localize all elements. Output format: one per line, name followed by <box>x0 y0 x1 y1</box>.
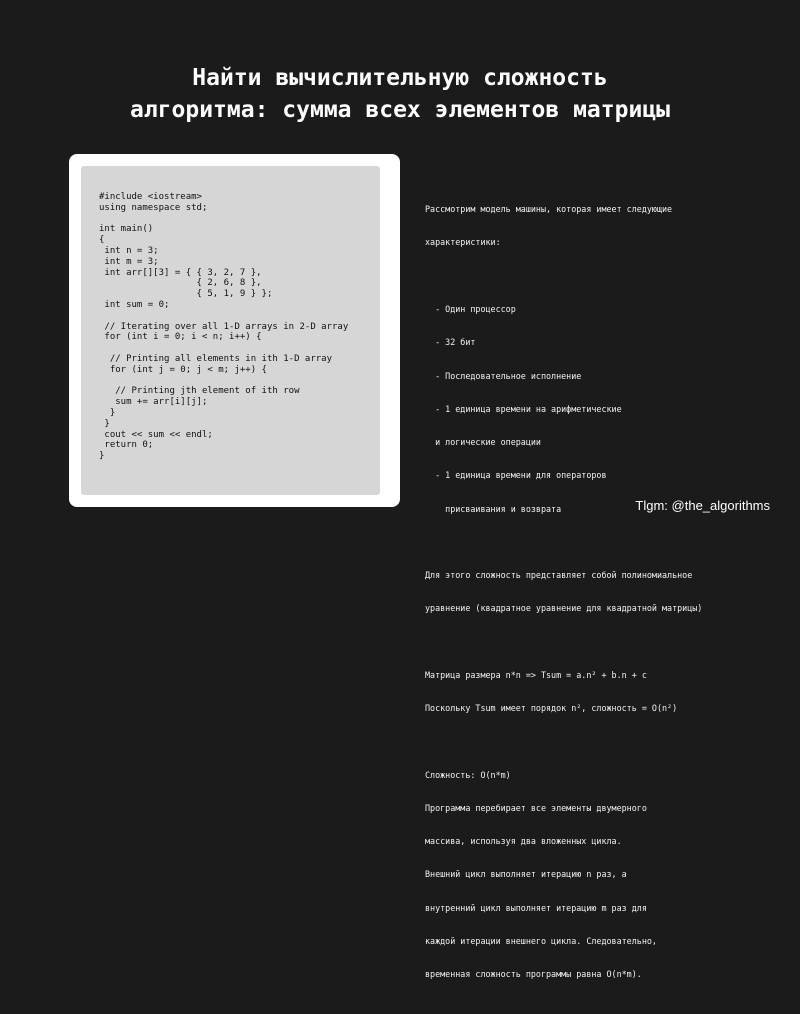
explanation-intro <box>425 182 785 271</box>
conclusion-line: Внешний цикл выполняет итерацию n раз, а <box>425 869 627 880</box>
explanation-line: уравнение (квадратное уравнение для квадратной матрицы) <box>425 603 703 614</box>
formula-line: Матрица размера n*n => Tsum = a.n² + b.n + c <box>425 669 647 680</box>
conclusion-line: временная сложность программы равна O(n*m). <box>425 969 642 980</box>
complexity-formula <box>425 648 785 737</box>
explanation-line: характеристики: <box>425 237 501 248</box>
code-listing: #include <iostream> using namespace std; int main() { int n = 3; int m = 3; int arr[][3] = { { 3, 2, 7 }, { 2, 6, 8 }, { 5, 1, 9 } }; int sum = 0; // Iterating over all 1-D arrays in 2-D array for (int i = 0; i < n; i++) { // Printing all elements in ith 1-D array for (int j = 0; j < m; j++) { // Printing jth element of ith row sum += arr[i][j]; } } cout << sum << endl; return 0; } <box>99 192 349 462</box>
list-item: и логические операции <box>425 437 541 448</box>
telegram-handle: Tlgm: @the_algorithms <box>635 498 770 513</box>
page-title <box>0 62 800 126</box>
code-card <box>69 154 400 507</box>
conclusion-line: каждой итерации внешнего цикла. Следовательно, <box>425 936 657 946</box>
list-item: - 1 единица времени для операторов <box>425 470 607 481</box>
list-item: - Последовательное исполнение <box>425 370 582 381</box>
complexity-description <box>425 548 785 637</box>
conclusion-line: Сложность: O(n*m) <box>425 769 511 780</box>
conclusion-line: Программа перебирает все элементы двумерного <box>425 802 647 813</box>
formula-line: Поскольку Tsum имеет порядок n², сложность = O(n²) <box>425 703 678 714</box>
explanation-panel <box>425 182 785 1014</box>
list-item: - Один процессор <box>425 303 516 314</box>
complexity-conclusion <box>425 747 785 1002</box>
code-block <box>81 166 380 495</box>
title-line-1: Найти вычислительную сложность <box>192 65 608 91</box>
explanation-line: Для этого сложность представляет собой полиномиальное <box>425 570 693 581</box>
conclusion-line: внутренний цикл выполняет итерацию m раз для <box>425 902 647 913</box>
list-item: - 1 единица времени на арифметические <box>425 403 622 414</box>
conclusion-line: массива, используя два вложенных цикла. <box>425 836 622 847</box>
title-line-2: алгоритма: сумма всех элементов матрицы <box>129 97 671 123</box>
explanation-line: Рассмотрим модель машины, которая имеет следующие <box>425 204 673 215</box>
list-item: - 32 бит <box>425 337 476 348</box>
list-item: присваивания и возврата <box>425 503 562 514</box>
